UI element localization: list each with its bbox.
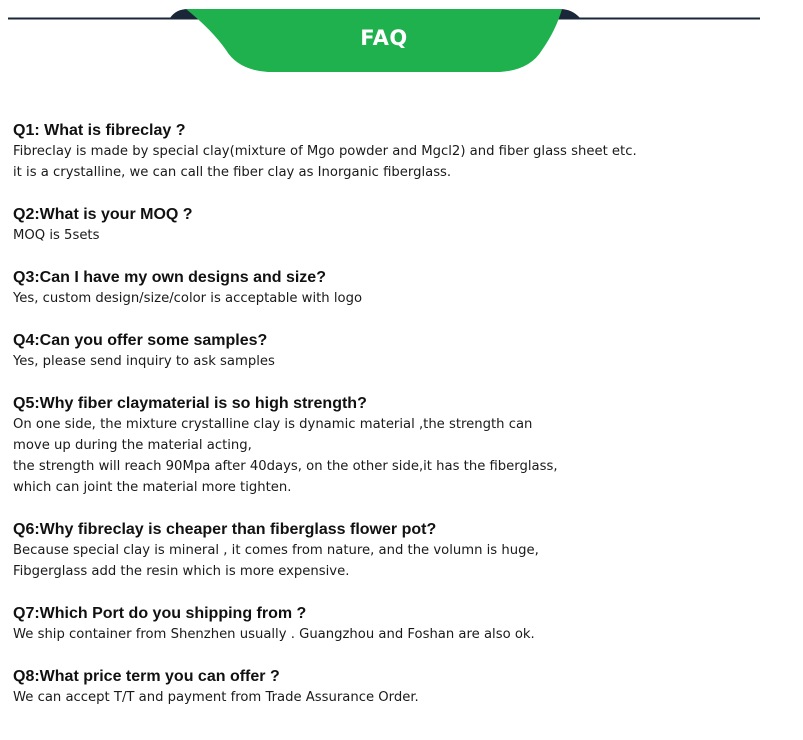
faq-answer-line: We can accept T/T and payment from Trade Assurance Order. (13, 690, 419, 705)
faq-item (13, 204, 783, 246)
faq-question: Q2:What is your MOQ ? (13, 206, 193, 223)
faq-question: Q1: What is fibreclay ? (13, 122, 186, 139)
faq-answer-line: the strength will reach 90Mpa after 40days, on the other side,it has the fiberglass, (13, 459, 558, 474)
faq-item (13, 393, 783, 498)
faq-item (13, 120, 783, 183)
faq-answer-line: MOQ is 5sets (13, 228, 100, 243)
faq-answer-line: it is a crystalline, we can call the fiber clay as Inorganic fiberglass. (13, 165, 452, 180)
faq-question: Q6:Why fibreclay is cheaper than fiberglass flower pot? (13, 521, 437, 538)
faq-answer-line: Yes, please send inquiry to ask samples (13, 354, 275, 369)
faq-question: Q8:What price term you can offer ? (13, 668, 280, 685)
faq-item (13, 330, 783, 372)
faq-item (13, 603, 783, 645)
page-title: FAQ (360, 26, 408, 50)
faq-item (13, 519, 783, 582)
faq-question: Q3:Can I have my own designs and size? (13, 269, 326, 286)
faq-item (13, 267, 783, 309)
faq-answer-line: We ship container from Shenzhen usually . Guangzhou and Foshan are also ok. (13, 627, 535, 642)
faq-question: Q4:Can you offer some samples? (13, 332, 268, 349)
faq-answer-line: Because special clay is mineral , it comes from nature, and the volumn is huge, (13, 543, 539, 558)
faq-question: Q5:Why fiber claymaterial is so high strength? (13, 395, 367, 412)
faq-answer-line: move up during the material acting, (13, 438, 252, 453)
faq-answer-line: which can joint the material more tighten. (13, 480, 292, 495)
faq-answer-line: Fibreclay is made by special clay(mixture of Mgo powder and Mgcl2) and fiber glass sheet etc. (13, 144, 637, 159)
faq-banner (0, 0, 803, 80)
faq-answer-line: Yes, custom design/size/color is acceptable with logo (13, 291, 363, 306)
faq-question: Q7:Which Port do you shipping from ? (13, 605, 307, 622)
faq-answer-line: Fibgerglass add the resin which is more expensive. (13, 564, 350, 579)
faq-answer-line: On one side, the mixture crystalline clay is dynamic material ,the strength can (13, 417, 533, 432)
faq-item (13, 666, 783, 708)
faq-list (13, 120, 783, 729)
